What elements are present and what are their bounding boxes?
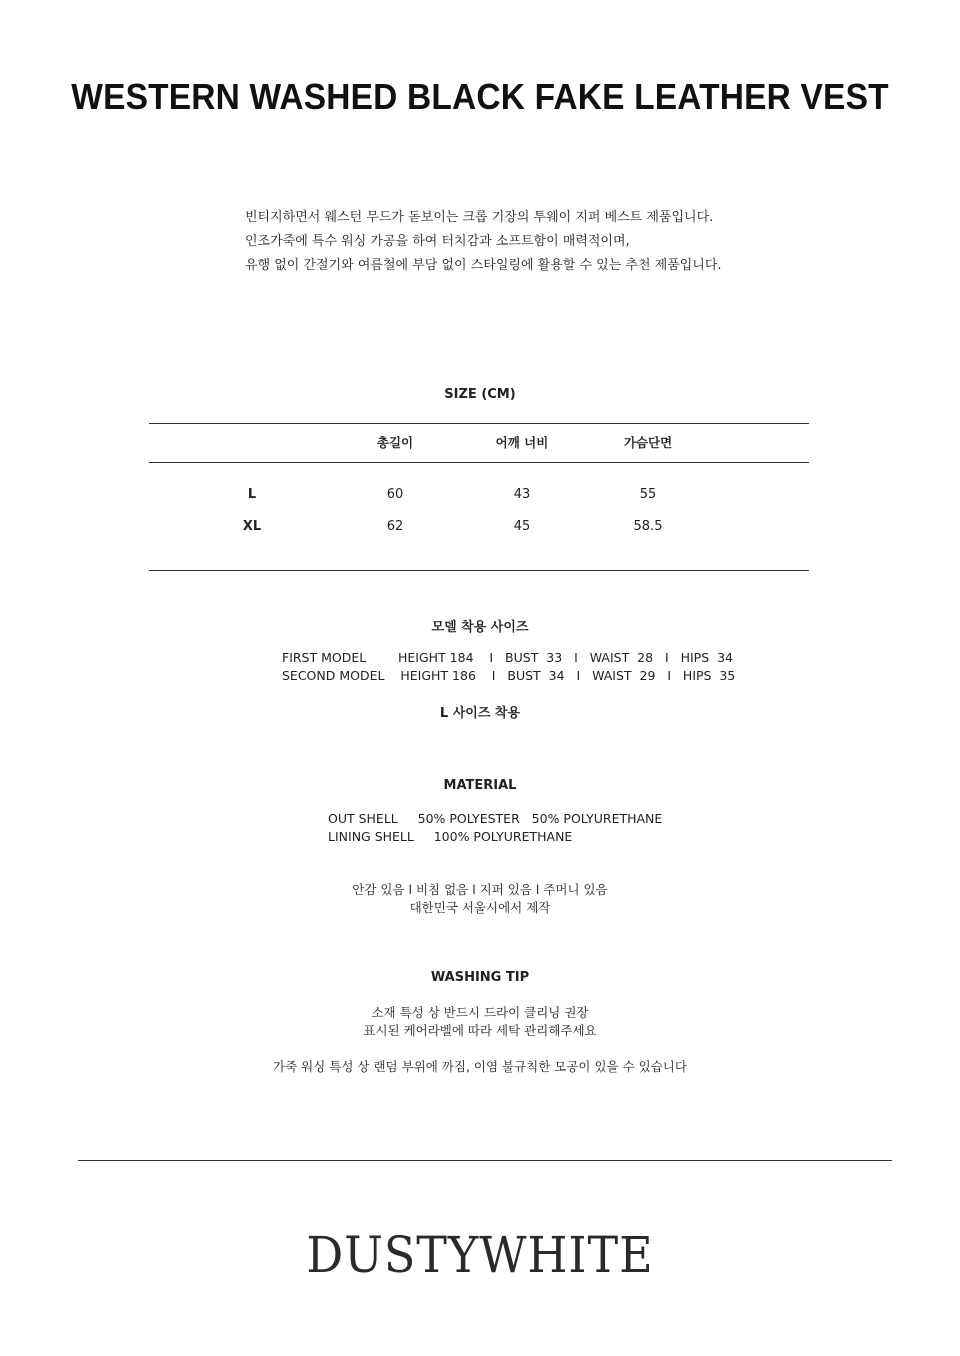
description-line: 인조가죽에 특수 워싱 가공을 하여 터치감과 소프트함이 매력적이며, — [245, 234, 630, 249]
column-header-length: 총길이 — [376, 435, 414, 450]
material-outshell: OUT SHELL 50% POLYESTER 50% POLYURETHANE — [328, 811, 663, 826]
made-in: 대한민국 서울시에서 제작 — [409, 900, 551, 915]
model-heading: 모델 착용 사이즈 — [431, 620, 529, 635]
cell-length: 60 — [386, 487, 404, 502]
washing-note: 가죽 워싱 특성 상 랜덤 부위에 까짐, 이염 불규칙한 모공이 있을 수 있습니다 — [273, 1059, 687, 1074]
row-size-label: XL — [242, 519, 262, 534]
cell-chest: 55 — [639, 487, 657, 502]
brand-logo: DUSTYWHITE — [306, 1226, 654, 1284]
washing-line: 표시된 케어라벨에 따라 세탁 관리해주세요 — [363, 1023, 597, 1038]
cell-shoulder: 43 — [513, 487, 531, 502]
column-header-chest: 가슴단면 — [623, 435, 673, 450]
table-header-rule — [149, 462, 809, 463]
description-line: 유행 없이 간절기와 여름철에 부담 없이 스타일링에 활용할 수 있는 추천 제품입니다. — [245, 258, 722, 273]
model-line-second: SECOND MODEL HEIGHT 186 I BUST 34 I WAIST 29 I HIPS 35 — [282, 668, 736, 683]
product-title: WESTERN WASHED BLACK FAKE LEATHER VEST — [71, 76, 889, 117]
material-heading: MATERIAL — [443, 778, 517, 793]
cell-chest: 58.5 — [633, 519, 663, 534]
product-description — [245, 206, 805, 278]
material-detail: 안감 있음 l 비침 없음 l 지퍼 있음 l 주머니 있음 — [352, 882, 608, 897]
cell-shoulder: 45 — [513, 519, 531, 534]
washing-heading: WASHING TIP — [430, 970, 530, 985]
table-bottom-rule — [149, 570, 809, 571]
size-heading: SIZE (CM) — [444, 387, 516, 402]
model-size-note: L 사이즈 착용 — [439, 706, 521, 721]
description-line: 빈티지하면서 웨스턴 무드가 돋보이는 크롭 기장의 투웨이 지퍼 베스트 제품입니다. — [245, 210, 714, 225]
row-size-label: L — [247, 487, 257, 502]
model-line-first: FIRST MODEL HEIGHT 184 I BUST 33 I WAIST 28 I HIPS 34 — [282, 650, 733, 665]
material-lining: LINING SHELL 100% POLYURETHANE — [328, 829, 573, 844]
table-top-rule — [149, 423, 809, 424]
washing-line: 소재 특성 상 반드시 드라이 클리닝 권장 — [371, 1005, 589, 1020]
footer-rule — [78, 1160, 892, 1161]
column-header-shoulder: 어깨 너비 — [495, 435, 549, 450]
cell-length: 62 — [386, 519, 404, 534]
